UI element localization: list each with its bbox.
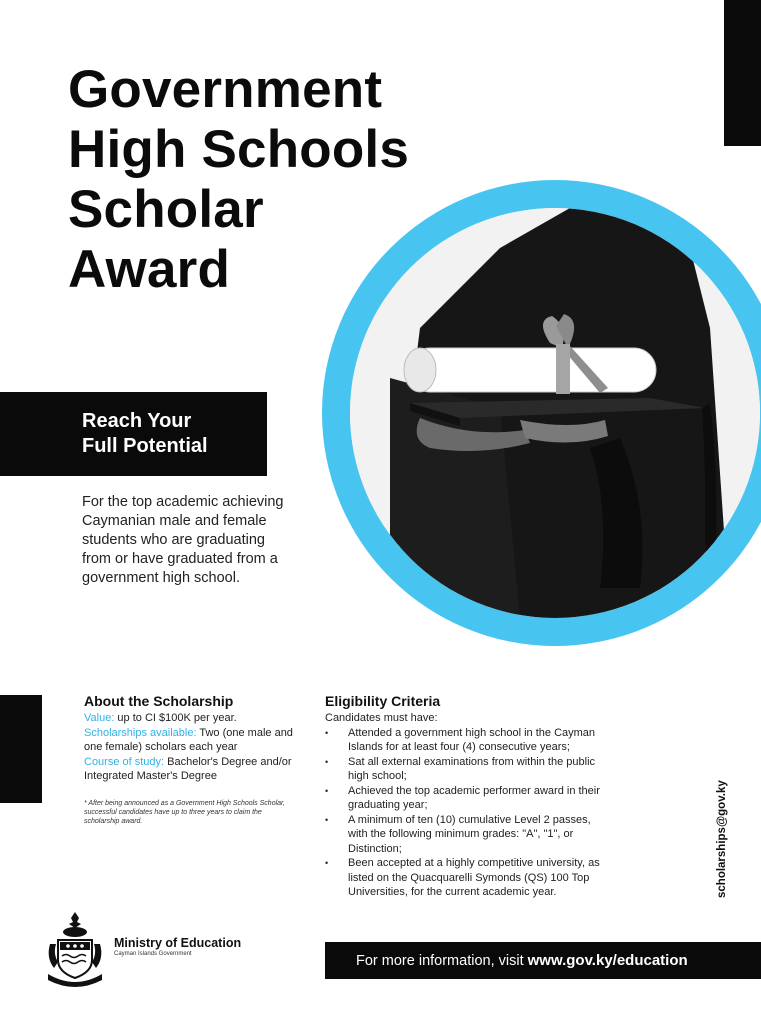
graduate-photo — [350, 208, 760, 618]
title-line-3: Scholar — [68, 180, 264, 239]
left-black-bar — [0, 695, 42, 803]
ministry-sub: Cayman Islands Government — [114, 951, 192, 957]
scholarships-label: Scholarships available: — [84, 726, 197, 739]
footer-text — [356, 952, 688, 969]
footer-prefix: For more information, visit — [356, 953, 528, 969]
banner-text — [82, 409, 208, 459]
about-footnote: * After being announced as a Government High Schools Scholar, successful candidates have up to three years to claim the scholarship award. — [84, 800, 285, 825]
eligibility-item: • Attended a government high school in the Cayman Islands for at least four (4) consecutive years; — [325, 726, 600, 755]
title-line-4: Award — [68, 240, 231, 299]
footer-bar — [325, 942, 761, 979]
email-vertical[interactable] — [713, 778, 733, 898]
top-right-black-bar — [724, 0, 761, 146]
about-heading: About the Scholarship — [84, 693, 234, 709]
ministry-logo-text — [114, 936, 241, 957]
about-scholarships — [84, 726, 309, 755]
eligibility-item: • Achieved the top academic performer award in their graduating year; — [325, 784, 600, 813]
email-text[interactable]: scholarships@gov.ky — [716, 780, 728, 898]
ministry-name: Ministry of Education — [114, 936, 242, 950]
graduate-illustration — [350, 208, 760, 618]
value-text: up to CI $100K per year. — [114, 712, 237, 724]
title-line-2: High Schools — [68, 120, 410, 179]
course-label: Course of study: — [84, 755, 165, 768]
eligibility-item: • A minimum of ten (10) cumulative Level 2 passes, with the following minimum grades: "A", "1", or Distinction; — [325, 813, 600, 857]
cayman-crest-icon — [44, 910, 106, 988]
about-value — [84, 711, 309, 726]
title-line-1: Government — [68, 60, 383, 119]
eligibility-list — [325, 726, 600, 900]
eligibility-item: • Been accepted at a highly competitive university, as listed on the Quacquarelli Symonds (QS) 100 Top Universities, for the current academic year. — [325, 856, 600, 900]
about-course — [84, 755, 309, 784]
banner-line-1: Reach Your — [82, 410, 192, 432]
banner-line-2: Full Potential — [82, 435, 208, 457]
reach-potential-banner — [0, 392, 267, 476]
footer-link[interactable]: www.gov.ky/education — [527, 952, 688, 969]
about-section — [84, 693, 309, 784]
eligibility-heading: Eligibility Criteria — [325, 693, 441, 709]
course-text: Bachelor's Degree and/or Integrated Master's Degree — [84, 755, 292, 782]
eligibility-section — [325, 693, 600, 900]
page-title — [68, 60, 409, 300]
value-label: Value: — [84, 712, 115, 724]
scholarships-text: Two (one male and one female) scholars each year — [84, 726, 293, 753]
eligibility-item: • Sat all external examinations from within the public high school; — [325, 755, 600, 784]
eligibility-lead: Candidates must have: — [325, 712, 438, 724]
intro-paragraph: For the top academic achieving Caymanian male and female students who are graduating from or have graduated from a government high school. — [82, 494, 284, 586]
